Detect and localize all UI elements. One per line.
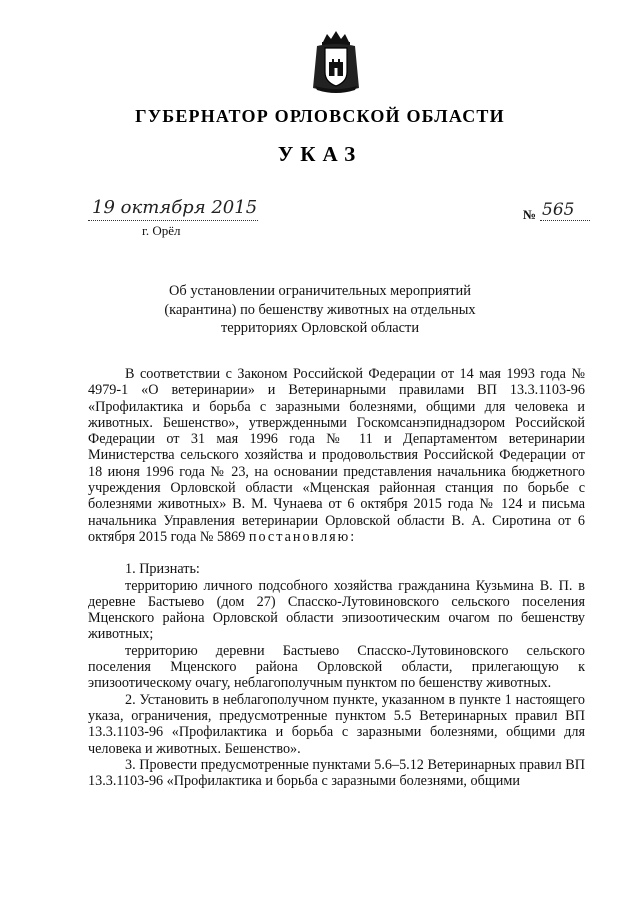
decree-formula: постановляю:: [248, 528, 357, 545]
clause-3: 3. Провести предусмотренные пунктами 5.6–5.12 Ветеринарных правил ВП 13.3.1103-96 «Профилактика и борьба с заразными болезнями, общими: [88, 756, 585, 790]
preamble-text: В соответствии с Законом Российской Федерации от 14 мая 1993 года № 4979-1 «О ветеринарии» и Ветеринарными правилами ВП 13.3.1103-96 «Профилактика и борьба с заразными болезнями, общими для человека и животных. Бешенство», утвержденными Госкомсанэпиднадзором Российской Федерации от 31 мая 1996 года № 11 и Департаментом ветеринарии Министерства сельского хозяйства и продовольствия Российской Федерации от 18 июня 1996 года № 23, на основании представления начальника бюджетного учреждения Орловской области «Мценская районная станция по борьбе с болезнями животных» В. М. Чунаева от 6 октября 2015 года № 124 и письма начальника Управления ветеринарии Орловской области В. А. Сиротина от 6 октября 2015 года № 5869: [88, 366, 585, 545]
clause-1-item: территорию деревни Бастыево Спасско-Лутовиновского сельского поселения Мценского района Орловской области, прилегающую к эпизоотическому очагу, неблагополучным пунктом по бешенству животных.: [88, 642, 585, 692]
preamble-paragraph: [88, 366, 585, 545]
subject-line: территориях Орловской области: [220, 320, 420, 336]
subject-line: Об установлении ограничительных мероприятий: [169, 283, 471, 299]
city-label: г. Орёл: [142, 223, 181, 238]
date-underline: [88, 220, 258, 221]
number-underline: [540, 220, 590, 221]
decree-body: [88, 366, 585, 789]
clause-1-item: территорию личного подсобного хозяйства гражданина Кузьмина В. П. в деревне Бастыево (дом 27) Спасско-Лутовиновского сельского поселения Мценского района Орловской области эпизоотическим очагом по бешенству животных;: [88, 577, 585, 643]
decree-subject: [150, 282, 490, 338]
clause-2: 2. Установить в неблагополучном пункте, указанном в пункте 1 настоящего указа, ограничения, предусмотренные пунктом 5.5 Ветеринарных правил ВП 13.3.1103-96 «Профилактика и борьба с заразными болезнями, общими для человека и животных. Бешенство».: [88, 691, 585, 757]
clause-1-heading: 1. Признать:: [125, 561, 200, 578]
document-type-title: УКАЗ: [277, 142, 363, 166]
coat-of-arms-icon: [309, 30, 363, 94]
number-handwritten: 565: [542, 200, 575, 220]
date-handwritten: 19 октября 2015: [92, 197, 258, 218]
authority-title: ГУБЕРНАТОР ОРЛОВСКОЙ ОБЛАСТИ: [135, 106, 505, 126]
subject-line: (карантина) по бешенству животных на отдельных: [164, 301, 476, 318]
number-label: №: [523, 207, 537, 222]
